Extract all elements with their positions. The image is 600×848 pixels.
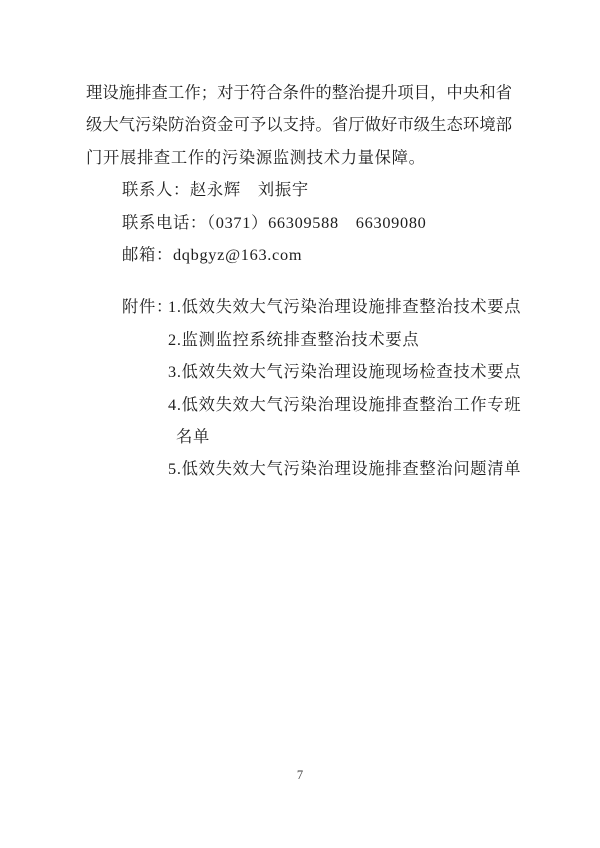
attachments-label: 附件： [122, 297, 173, 317]
contact-info-block [122, 174, 512, 271]
attachment-item-2: 2.监测监控系统排查整治技术要点 [168, 329, 420, 349]
attachment-item-1: 1.低效失效大气污染治理设施排查整治技术要点 [168, 297, 522, 317]
paragraph-line-2: 级大气污染防治资金可予以支持。省厅做好市级生态环境部 [86, 115, 512, 135]
contact-person: 联系人：赵永辉 刘振宇 [122, 180, 309, 200]
contact-phone: 联系电话：（0371）66309588 66309080 [122, 212, 427, 232]
paragraph-line-3: 门开展排查工作的污染源监测技术力量保障。 [86, 147, 426, 167]
document-content [86, 77, 522, 486]
attachment-item-4: 4.低效失效大气污染治理设施排查整治工作专班 [168, 394, 522, 414]
attachment-item-3: 3.低效失效大气污染治理设施现场检查技术要点 [168, 362, 522, 382]
attachment-item-5: 5.低效失效大气污染治理设施排查整治问题清单 [168, 459, 522, 479]
page-number: 7 [296, 768, 304, 782]
attachments-list [168, 291, 521, 485]
attachments-section [122, 291, 522, 485]
paragraph-line-1: 理设施排查工作；对于符合条件的整治提升项目，中央和省 [86, 83, 512, 102]
attachment-item-4-continuation: 名单 [176, 427, 210, 447]
contact-email: 邮箱：dqbgyz@163.com [122, 245, 303, 265]
body-paragraph [86, 77, 512, 174]
